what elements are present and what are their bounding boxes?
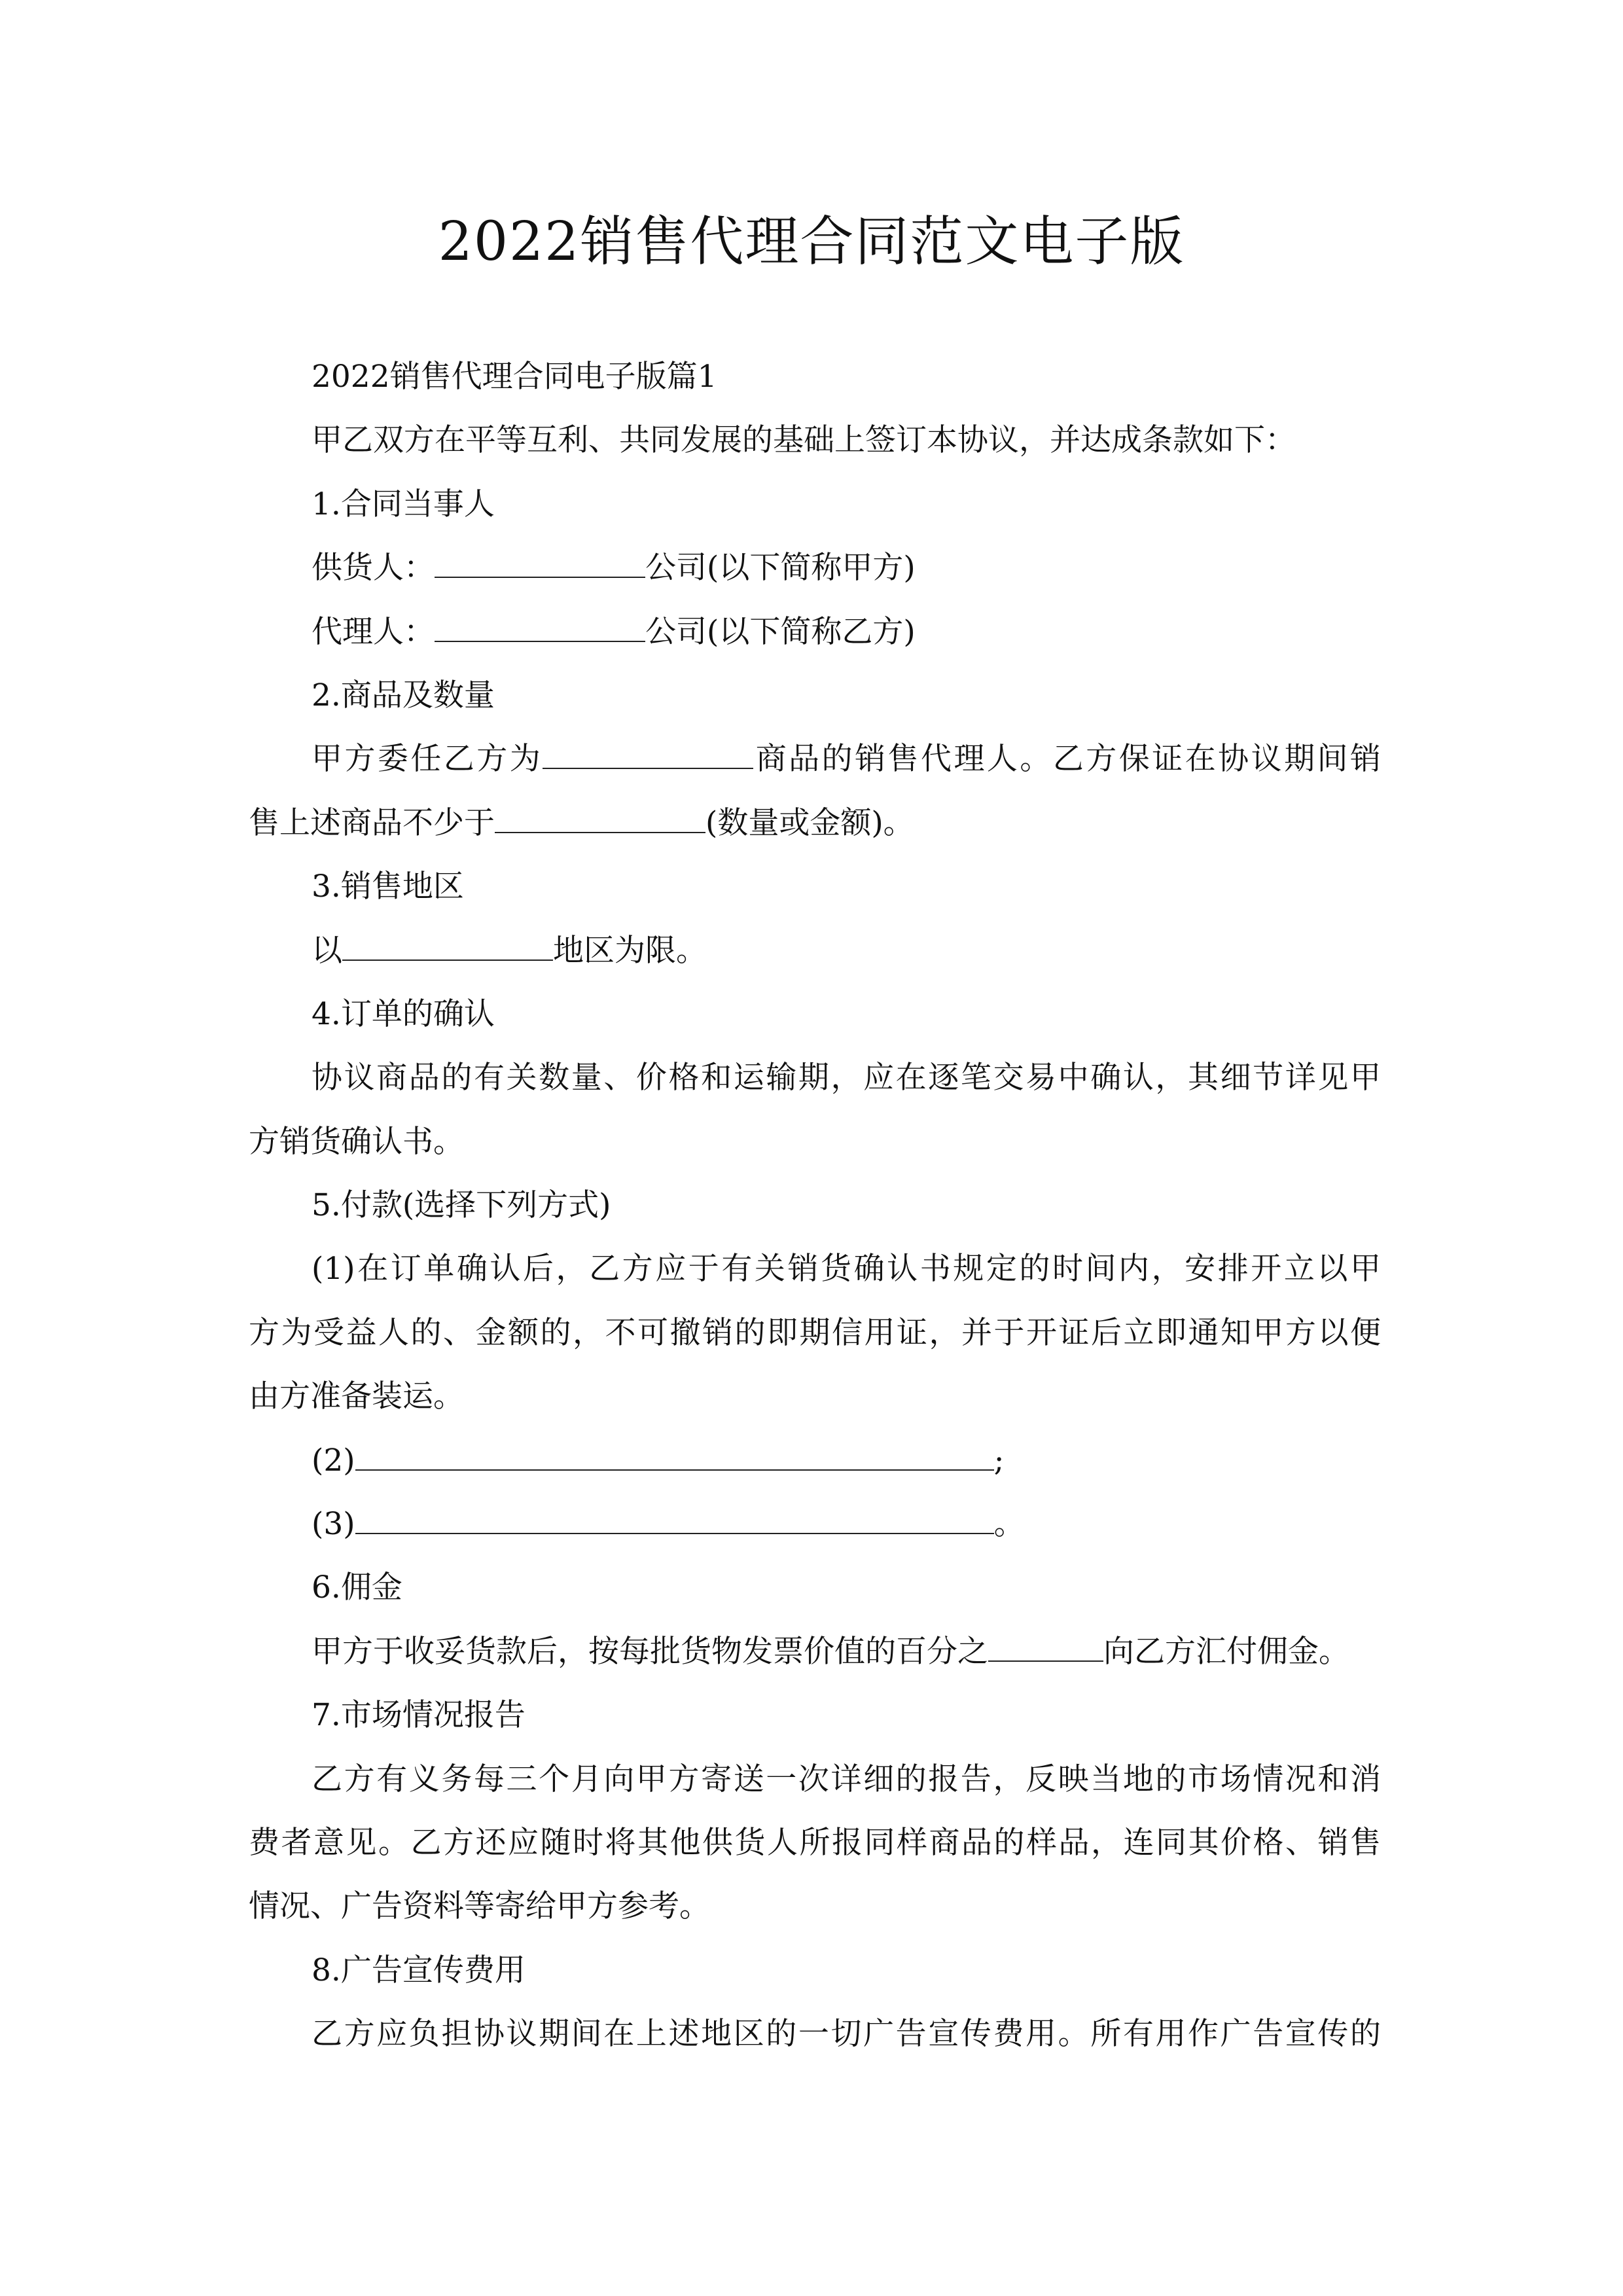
document-title: 2022销售代理合同范文电子版 — [438, 211, 1185, 273]
text-line — [249, 1683, 1381, 1747]
text-segment: 甲方委任乙方为 — [312, 741, 543, 778]
text-line — [249, 855, 1381, 918]
text-line — [249, 982, 1381, 1046]
text-segment: 3.销售地区 — [312, 869, 464, 905]
text-segment: 费者意见。乙方还应随时将其他供货人所报同样商品的样品，连同其价格、销售 — [249, 1824, 1381, 1861]
text-segment: 由方准备装运。 — [249, 1378, 464, 1415]
text-line — [249, 2002, 1381, 2066]
text-segment: 甲乙双方在平等互利、共同发展的基础上签订本协议，并达成条款如下： — [312, 422, 1296, 459]
text-segment: 7.市场情况报告 — [312, 1697, 526, 1734]
text-segment: 4.订单的确认 — [312, 996, 495, 1032]
text-line — [249, 1811, 1381, 1874]
document-body — [249, 345, 1381, 2066]
text-segment: 地区为限。 — [553, 932, 707, 969]
text-segment: 售上述商品不少于 — [249, 804, 495, 841]
text-line — [249, 1620, 1381, 1683]
fill-in-blank — [543, 744, 753, 769]
text-line — [249, 1174, 1381, 1237]
fill-in-blank — [495, 808, 705, 833]
text-line — [249, 664, 1381, 727]
text-segment: 代理人： — [312, 613, 435, 650]
text-line — [249, 1046, 1381, 1109]
text-segment: 方销货确认书。 — [249, 1123, 464, 1160]
text-line — [249, 1110, 1381, 1174]
text-line — [249, 1492, 1381, 1556]
fill-in-blank — [435, 617, 645, 642]
text-segment: 2.商品及数量 — [312, 677, 495, 713]
fill-in-blank — [342, 936, 553, 961]
text-line — [249, 791, 1381, 855]
text-segment: 甲方于收妥货款后，按每批货物发票价值的百分之 — [312, 1633, 988, 1670]
text-segment: 公司(以下简称乙方) — [645, 613, 916, 650]
text-segment: 情况、广告资料等寄给甲方参考。 — [249, 1888, 710, 1925]
fill-in-blank — [988, 1637, 1103, 1662]
text-line — [249, 1939, 1381, 2002]
fill-in-blank — [355, 1509, 994, 1534]
text-segment: 乙方应负担协议期间在上述地区的一切广告宣传费用。所有用作广告宣传的 — [312, 2016, 1381, 2053]
text-line — [249, 1237, 1381, 1300]
text-line — [249, 536, 1381, 600]
text-segment: 向乙方汇付佣金。 — [1103, 1633, 1349, 1670]
text-line — [249, 600, 1381, 664]
text-segment: 公司(以下简称甲方) — [645, 550, 916, 586]
text-line — [249, 1365, 1381, 1428]
text-line — [249, 473, 1381, 536]
text-segment: 协议商品的有关数量、价格和运输期，应在逐笔交易中确认，其细节详见甲 — [312, 1060, 1381, 1096]
text-segment: 6.佣金 — [312, 1570, 402, 1606]
text-segment: 。 — [993, 1506, 1025, 1543]
text-segment: 方为受益人的、金额的，不可撤销的即期信用证，并于开证后立即通知甲方以便 — [249, 1314, 1381, 1351]
text-segment: (3) — [312, 1506, 355, 1543]
text-line — [249, 345, 1381, 408]
text-line — [249, 1301, 1381, 1365]
text-line — [249, 1429, 1381, 1492]
text-segment: (数量或金额)。 — [705, 804, 914, 841]
text-segment: 商品的销售代理人。乙方保证在协议期间销 — [753, 741, 1381, 778]
text-segment: 8.广告宣传费用 — [312, 1952, 526, 1988]
text-segment: (2) — [312, 1442, 355, 1479]
text-line — [249, 1748, 1381, 1811]
text-segment: 5.付款(选择下列方式) — [312, 1187, 611, 1224]
text-segment: 以 — [312, 932, 342, 969]
text-line — [249, 1556, 1381, 1619]
text-segment: 2022销售代理合同电子版篇1 — [312, 359, 717, 395]
text-segment: (1)在订单确认后，乙方应于有关销货确认书规定的时间内，安排开立以甲 — [312, 1251, 1381, 1287]
fill-in-blank — [355, 1446, 994, 1471]
fill-in-blank — [435, 553, 645, 578]
text-line — [249, 408, 1381, 472]
text-segment: 1.合同当事人 — [312, 486, 495, 522]
text-segment: 供货人： — [312, 550, 435, 586]
text-line — [249, 919, 1381, 982]
text-segment: ; — [993, 1442, 1005, 1479]
text-line — [249, 727, 1381, 791]
text-segment: 乙方有义务每三个月向甲方寄送一次详细的报告，反映当地的市场情况和消 — [312, 1761, 1381, 1797]
text-line — [249, 1874, 1381, 1938]
